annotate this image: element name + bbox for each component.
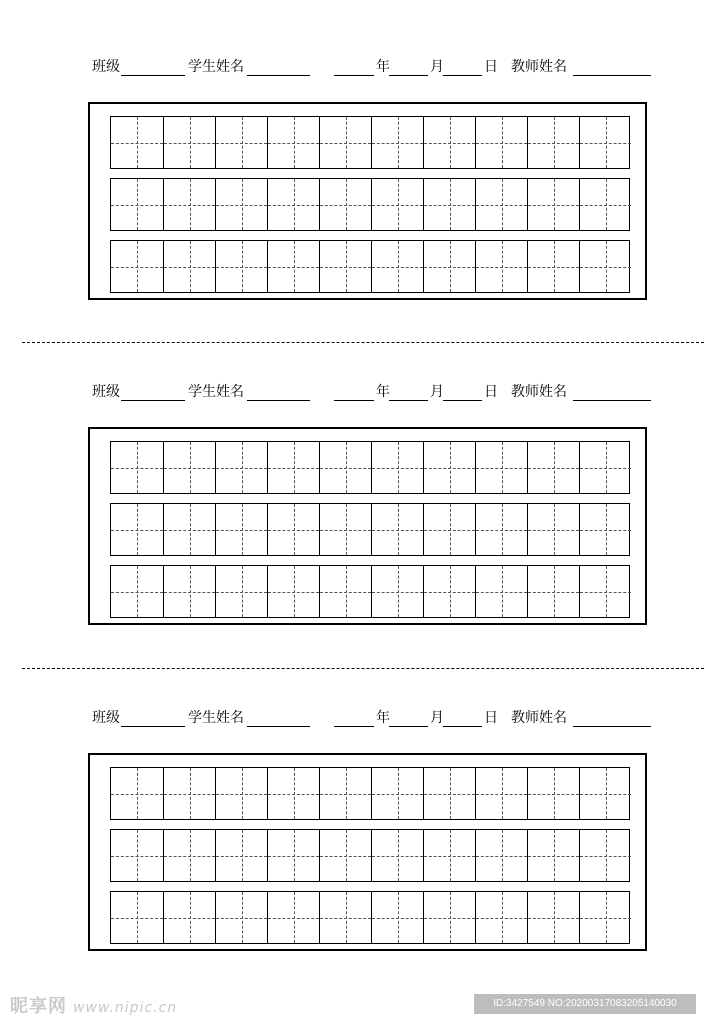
tian-grid-cell[interactable] (267, 504, 319, 555)
tian-grid-cell[interactable] (319, 504, 371, 555)
tian-grid-cell[interactable] (475, 768, 527, 819)
cell-vertical-guide (398, 768, 399, 819)
cell-vertical-guide (242, 179, 243, 230)
tian-grid-cell[interactable] (267, 117, 319, 168)
writing-row (110, 891, 630, 944)
cell-vertical-guide (346, 117, 347, 168)
cut-line (22, 342, 704, 343)
tian-grid-cell[interactable] (163, 179, 215, 230)
cell-vertical-guide (137, 830, 138, 881)
cell-vertical-guide (606, 179, 607, 230)
day-label: 日 (484, 59, 498, 75)
tian-grid-cell[interactable] (579, 830, 631, 881)
tian-grid-cell[interactable] (527, 117, 579, 168)
cell-vertical-guide (502, 241, 503, 292)
cell-vertical-guide (294, 830, 295, 881)
tian-grid-cell[interactable] (579, 768, 631, 819)
tian-grid-cell[interactable] (423, 442, 475, 493)
tian-grid-cell[interactable] (163, 566, 215, 617)
tian-grid-cell[interactable] (111, 241, 163, 292)
cell-vertical-guide (398, 892, 399, 943)
tian-grid-cell[interactable] (475, 504, 527, 555)
cell-vertical-guide (190, 892, 191, 943)
month-label: 月 (430, 710, 444, 726)
tian-grid-cell[interactable] (163, 504, 215, 555)
cell-vertical-guide (450, 504, 451, 555)
cell-vertical-guide (190, 442, 191, 493)
day-input-line[interactable] (443, 726, 482, 727)
cell-vertical-guide (294, 768, 295, 819)
cell-vertical-guide (242, 117, 243, 168)
year-input-line[interactable] (334, 75, 374, 76)
cell-vertical-guide (450, 830, 451, 881)
year-input-line[interactable] (334, 400, 374, 401)
writing-frame (88, 102, 647, 300)
teacher-name-input-line[interactable] (573, 400, 651, 401)
cell-vertical-guide (242, 504, 243, 555)
writing-row (110, 240, 630, 293)
cell-vertical-guide (554, 830, 555, 881)
tian-grid-cell[interactable] (475, 117, 527, 168)
cell-vertical-guide (190, 179, 191, 230)
writing-frame (88, 427, 647, 625)
year-label: 年 (376, 59, 390, 75)
cell-vertical-guide (294, 117, 295, 168)
cell-vertical-guide (554, 117, 555, 168)
writing-row (110, 829, 630, 882)
cell-vertical-guide (242, 241, 243, 292)
cell-vertical-guide (606, 892, 607, 943)
tian-grid-cell[interactable] (423, 768, 475, 819)
tian-grid-cell[interactable] (371, 768, 423, 819)
watermark-logo (10, 992, 177, 1018)
tian-grid-cell[interactable] (215, 241, 267, 292)
cell-vertical-guide (554, 179, 555, 230)
cell-vertical-guide (242, 442, 243, 493)
student-name-label: 学生姓名 (188, 59, 244, 75)
cell-vertical-guide (450, 442, 451, 493)
tian-grid-cell[interactable] (579, 504, 631, 555)
tian-grid-cell[interactable] (423, 179, 475, 230)
tian-grid-cell[interactable] (527, 241, 579, 292)
cell-vertical-guide (346, 241, 347, 292)
cell-vertical-guide (346, 892, 347, 943)
day-label: 日 (484, 384, 498, 400)
tian-grid-cell[interactable] (371, 830, 423, 881)
cell-vertical-guide (346, 442, 347, 493)
tian-grid-cell[interactable] (111, 830, 163, 881)
cell-vertical-guide (502, 117, 503, 168)
writing-row (110, 565, 630, 618)
tian-grid-cell[interactable] (111, 504, 163, 555)
writing-row (110, 503, 630, 556)
class-input-line[interactable] (121, 400, 185, 401)
cell-vertical-guide (450, 117, 451, 168)
cell-vertical-guide (502, 504, 503, 555)
cell-vertical-guide (398, 504, 399, 555)
tian-grid-cell[interactable] (319, 830, 371, 881)
tian-grid-cell[interactable] (475, 892, 527, 943)
tian-grid-cell[interactable] (319, 768, 371, 819)
tian-grid-cell[interactable] (475, 241, 527, 292)
tian-grid-cell[interactable] (215, 179, 267, 230)
tian-grid-cell[interactable] (267, 442, 319, 493)
cell-vertical-guide (502, 442, 503, 493)
section-header (0, 706, 704, 736)
cell-vertical-guide (294, 504, 295, 555)
tian-grid-cell[interactable] (527, 830, 579, 881)
month-label: 月 (430, 59, 444, 75)
tian-grid-cell[interactable] (579, 442, 631, 493)
tian-grid-cell[interactable] (163, 768, 215, 819)
student-name-label: 学生姓名 (188, 710, 244, 726)
cell-vertical-guide (242, 768, 243, 819)
student-name-input-line[interactable] (247, 75, 310, 76)
student-name-input-line[interactable] (247, 400, 310, 401)
cell-vertical-guide (450, 892, 451, 943)
cell-vertical-guide (398, 830, 399, 881)
tian-grid-cell[interactable] (163, 442, 215, 493)
worksheet-section (0, 380, 704, 680)
cell-vertical-guide (398, 566, 399, 617)
tian-grid-cell[interactable] (319, 892, 371, 943)
tian-grid-cell[interactable] (163, 830, 215, 881)
cell-vertical-guide (502, 830, 503, 881)
cell-vertical-guide (450, 179, 451, 230)
cell-vertical-guide (242, 830, 243, 881)
tian-grid-cell[interactable] (423, 241, 475, 292)
student-name-input-line[interactable] (247, 726, 310, 727)
cell-vertical-guide (606, 241, 607, 292)
tian-grid-cell[interactable] (267, 768, 319, 819)
cell-vertical-guide (502, 179, 503, 230)
cell-vertical-guide (606, 504, 607, 555)
cell-vertical-guide (346, 768, 347, 819)
cell-vertical-guide (346, 830, 347, 881)
cell-vertical-guide (606, 117, 607, 168)
tian-grid-cell[interactable] (215, 504, 267, 555)
cell-vertical-guide (346, 504, 347, 555)
cell-vertical-guide (398, 117, 399, 168)
cell-vertical-guide (398, 442, 399, 493)
year-input-line[interactable] (334, 726, 374, 727)
section-header (0, 55, 704, 85)
tian-grid-cell[interactable] (475, 442, 527, 493)
cell-vertical-guide (137, 892, 138, 943)
cell-vertical-guide (294, 892, 295, 943)
cell-vertical-guide (554, 892, 555, 943)
writing-row (110, 767, 630, 820)
tian-grid-cell[interactable] (527, 566, 579, 617)
tian-grid-cell[interactable] (267, 892, 319, 943)
tian-grid-cell[interactable] (475, 179, 527, 230)
tian-grid-cell[interactable] (423, 117, 475, 168)
cell-vertical-guide (190, 504, 191, 555)
tian-grid-cell[interactable] (215, 830, 267, 881)
tian-grid-cell[interactable] (371, 241, 423, 292)
tian-grid-cell[interactable] (111, 566, 163, 617)
cell-vertical-guide (294, 179, 295, 230)
writing-row (110, 178, 630, 231)
month-input-line[interactable] (389, 726, 428, 727)
tian-grid-cell[interactable] (319, 442, 371, 493)
tian-grid-cell[interactable] (319, 241, 371, 292)
cell-vertical-guide (137, 179, 138, 230)
teacher-name-input-line[interactable] (573, 726, 651, 727)
tian-grid-cell[interactable] (163, 892, 215, 943)
class-input-line[interactable] (121, 75, 185, 76)
cell-vertical-guide (606, 442, 607, 493)
tian-grid-cell[interactable] (371, 117, 423, 168)
worksheet-section (0, 706, 704, 1006)
cell-vertical-guide (242, 892, 243, 943)
watermark-id-badge: ID:3427549 NO:20200317083205140030 (474, 994, 696, 1014)
teacher-name-label: 教师姓名 (511, 59, 567, 75)
class-label: 班级 (92, 384, 120, 400)
tian-grid-cell[interactable] (579, 241, 631, 292)
cell-vertical-guide (606, 768, 607, 819)
cell-vertical-guide (502, 892, 503, 943)
cell-vertical-guide (398, 179, 399, 230)
tian-grid-cell[interactable] (371, 442, 423, 493)
tian-grid-cell[interactable] (111, 117, 163, 168)
cell-vertical-guide (554, 504, 555, 555)
cell-vertical-guide (137, 117, 138, 168)
writing-row (110, 441, 630, 494)
tian-grid-cell[interactable] (579, 117, 631, 168)
section-header (0, 380, 704, 410)
teacher-name-label: 教师姓名 (511, 710, 567, 726)
tian-grid-cell[interactable] (267, 241, 319, 292)
tian-grid-cell[interactable] (423, 892, 475, 943)
tian-grid-cell[interactable] (215, 566, 267, 617)
cell-vertical-guide (190, 117, 191, 168)
teacher-name-input-line[interactable] (573, 75, 651, 76)
tian-grid-cell[interactable] (215, 117, 267, 168)
teacher-name-label: 教师姓名 (511, 384, 567, 400)
cell-vertical-guide (190, 830, 191, 881)
cell-vertical-guide (190, 566, 191, 617)
tian-grid-cell[interactable] (527, 442, 579, 493)
tian-grid-cell[interactable] (579, 566, 631, 617)
day-input-line[interactable] (443, 400, 482, 401)
writing-frame (88, 753, 647, 951)
cell-vertical-guide (346, 179, 347, 230)
cell-vertical-guide (137, 442, 138, 493)
tian-grid-cell[interactable] (111, 768, 163, 819)
tian-grid-cell[interactable] (423, 504, 475, 555)
tian-grid-cell[interactable] (527, 179, 579, 230)
cell-vertical-guide (190, 768, 191, 819)
tian-grid-cell[interactable] (579, 179, 631, 230)
cell-vertical-guide (294, 442, 295, 493)
tian-grid-cell[interactable] (423, 830, 475, 881)
tian-grid-cell[interactable] (319, 117, 371, 168)
month-input-line[interactable] (389, 75, 428, 76)
year-label: 年 (376, 710, 390, 726)
year-label: 年 (376, 384, 390, 400)
tian-grid-cell[interactable] (319, 179, 371, 230)
watermark-site: www.nipic.cn (73, 1000, 178, 1016)
class-label: 班级 (92, 710, 120, 726)
cell-vertical-guide (554, 768, 555, 819)
tian-grid-cell[interactable] (215, 892, 267, 943)
tian-grid-cell[interactable] (163, 241, 215, 292)
cell-vertical-guide (450, 566, 451, 617)
cell-vertical-guide (450, 241, 451, 292)
tian-grid-cell[interactable] (111, 892, 163, 943)
tian-grid-cell[interactable] (215, 768, 267, 819)
cell-vertical-guide (294, 566, 295, 617)
tian-grid-cell[interactable] (111, 179, 163, 230)
tian-grid-cell[interactable] (267, 830, 319, 881)
tian-grid-cell[interactable] (475, 566, 527, 617)
cell-vertical-guide (398, 241, 399, 292)
tian-grid-cell[interactable] (527, 504, 579, 555)
cell-vertical-guide (606, 830, 607, 881)
tian-grid-cell[interactable] (267, 179, 319, 230)
tian-grid-cell[interactable] (371, 566, 423, 617)
tian-grid-cell[interactable] (527, 768, 579, 819)
tian-grid-cell[interactable] (267, 566, 319, 617)
tian-grid-cell[interactable] (215, 442, 267, 493)
tian-grid-cell[interactable] (371, 504, 423, 555)
tian-grid-cell[interactable] (527, 892, 579, 943)
tian-grid-cell[interactable] (579, 892, 631, 943)
writing-row (110, 116, 630, 169)
cell-vertical-guide (137, 504, 138, 555)
cell-vertical-guide (554, 442, 555, 493)
cell-vertical-guide (554, 566, 555, 617)
worksheet-section (0, 55, 704, 355)
day-label: 日 (484, 710, 498, 726)
month-label: 月 (430, 384, 444, 400)
cell-vertical-guide (450, 768, 451, 819)
cell-vertical-guide (346, 566, 347, 617)
cell-vertical-guide (294, 241, 295, 292)
tian-grid-cell[interactable] (163, 117, 215, 168)
cell-vertical-guide (554, 241, 555, 292)
watermark-brand: 昵享网 (10, 996, 67, 1017)
student-name-label: 学生姓名 (188, 384, 244, 400)
cell-vertical-guide (190, 241, 191, 292)
tian-grid-cell[interactable] (111, 442, 163, 493)
cell-vertical-guide (606, 566, 607, 617)
cell-vertical-guide (137, 241, 138, 292)
tian-grid-cell[interactable] (319, 566, 371, 617)
month-input-line[interactable] (389, 400, 428, 401)
cell-vertical-guide (242, 566, 243, 617)
cell-vertical-guide (137, 768, 138, 819)
tian-grid-cell[interactable] (475, 830, 527, 881)
tian-grid-cell[interactable] (371, 892, 423, 943)
day-input-line[interactable] (443, 75, 482, 76)
cell-vertical-guide (137, 566, 138, 617)
cut-line (22, 668, 704, 669)
class-input-line[interactable] (121, 726, 185, 727)
tian-grid-cell[interactable] (371, 179, 423, 230)
cell-vertical-guide (502, 768, 503, 819)
cell-vertical-guide (502, 566, 503, 617)
tian-grid-cell[interactable] (423, 566, 475, 617)
class-label: 班级 (92, 59, 120, 75)
